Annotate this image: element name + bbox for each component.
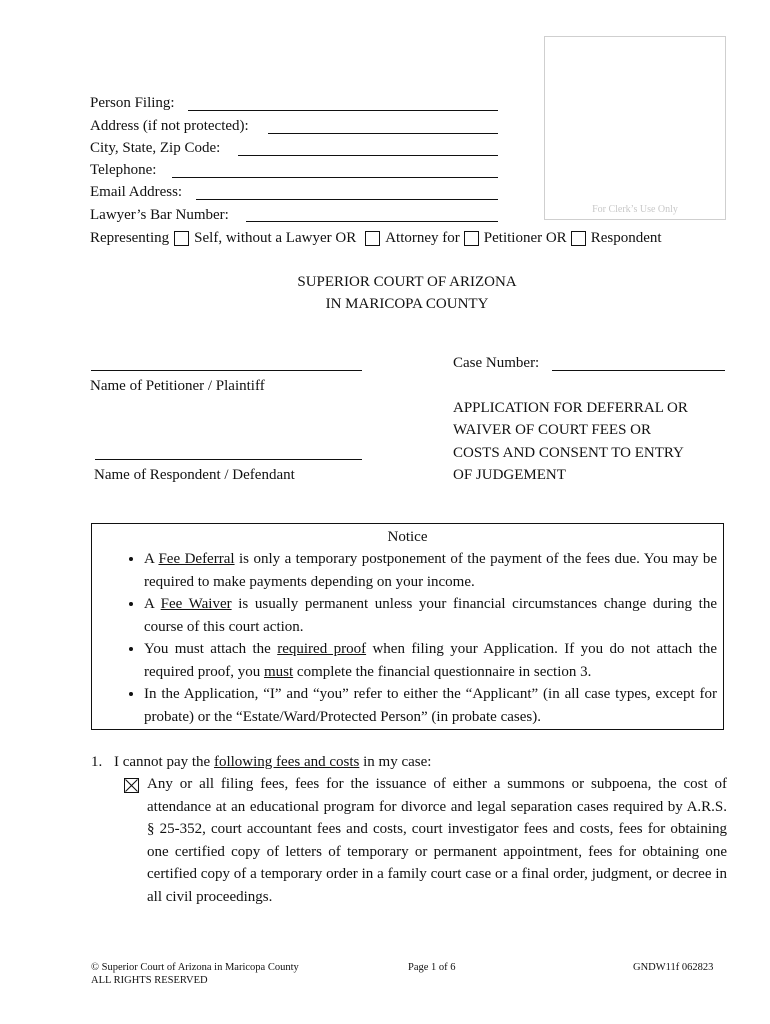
notice-title: Notice	[387, 529, 428, 545]
form-title-line: OF JUDGEMENT	[453, 466, 566, 483]
clerk-use-label: For Clerk’s Use Only	[592, 204, 678, 215]
clerk-use-box	[544, 36, 726, 220]
notice-list	[92, 548, 723, 728]
bar-number-field[interactable]	[246, 221, 498, 222]
form-title	[453, 397, 688, 486]
petitioner-label: Name of Petitioner / Plaintiff	[90, 378, 265, 394]
notice-item-proof: • You must attach the required proof when filing your Application. If you do not attach the required proof, you must complete the financial questionnaire in section 3.	[144, 638, 717, 683]
section-1-number: 1.	[91, 754, 103, 770]
respondent-option-label: Respondent	[590, 230, 662, 246]
fee-deferral-term: Fee Deferral	[158, 551, 235, 567]
address-label: Address (if not protected):	[90, 118, 249, 134]
bar-number-label: Lawyer’s Bar Number:	[90, 207, 229, 223]
form-title-line: APPLICATION FOR DEFERRAL OR	[453, 400, 688, 416]
footer-copyright: © Superior Court of Arizona in Maricopa County ALL RIGHTS RESERVED	[91, 962, 299, 986]
court-name: SUPERIOR COURT OF ARIZONA	[297, 274, 517, 290]
footer-form-id: GNDW11f 062823	[633, 962, 714, 973]
attorney-checkbox[interactable]	[365, 231, 380, 246]
notice-item-deferral: • A Fee Deferral is only a temporary postponement of the payment of the fees due. You may be required to make payments depending on your income.	[144, 548, 717, 593]
self-checkbox[interactable]	[174, 231, 189, 246]
form-title-line: WAIVER OF COURT FEES OR	[453, 422, 652, 439]
filing-fees-checkbox[interactable]	[124, 778, 139, 793]
attorney-for-label: Attorney for	[385, 230, 460, 246]
fees-costs-term: following fees and costs	[213, 754, 360, 770]
petitioner-option-label: Petitioner OR	[483, 230, 567, 246]
notice-box	[91, 523, 724, 730]
case-number-field[interactable]	[552, 370, 725, 371]
form-title-line: COSTS AND CONSENT TO ENTRY	[453, 444, 684, 461]
telephone-field[interactable]	[172, 177, 498, 178]
person-filing-field[interactable]	[188, 110, 498, 111]
representing-row	[90, 227, 662, 249]
case-number-label: Case Number:	[453, 355, 540, 371]
telephone-label: Telephone:	[90, 162, 157, 178]
address-field[interactable]	[268, 133, 498, 134]
filing-fees-item-text: Any or all filing fees, fees for the issuance of either a summons or subpoena, the cost of attendance at an educational program for divorce and legal separation cases required by A.R.S. § 25-352, court accountant fees and costs, court investigator fees and costs, fees for obtaining one certified copy of letters of temporary or permanent appointment, fees for obtaining one certified copy of a temporary order in a family court case or a final order, judgment, or decree in all civil proceedings.	[147, 776, 727, 905]
notice-item-definitions: • In the Application, “I” and “you” refer to either the “Applicant” (in all case types, except for probate) or the “Estate/Ward/Protected Person” (in probate cases).	[144, 683, 717, 728]
must-term: must	[263, 663, 294, 680]
email-label: Email Address:	[90, 184, 183, 200]
footer-page-number: Page 1 of 6	[408, 962, 456, 973]
petitioner-name-field[interactable]	[91, 370, 362, 371]
email-field[interactable]	[196, 199, 498, 200]
section-1-heading: 1. I cannot pay the following fees and costs in my case:	[91, 754, 432, 770]
respondent-checkbox[interactable]	[571, 231, 586, 246]
notice-item-waiver: • A Fee Waiver is usually permanent unless your financial circumstances change during the course of this court action.	[144, 593, 717, 638]
required-proof-term: required proof	[277, 641, 367, 657]
city-state-zip-label: City, State, Zip Code:	[90, 140, 221, 156]
person-filing-label: Person Filing:	[90, 95, 175, 111]
city-state-zip-field[interactable]	[238, 155, 498, 156]
respondent-label: Name of Respondent / Defendant	[94, 467, 295, 483]
footer-rights: ALL RIGHTS RESERVED	[91, 975, 208, 986]
representing-label: Representing	[90, 230, 170, 246]
fee-waiver-term: Fee Waiver	[160, 596, 232, 612]
petitioner-checkbox[interactable]	[464, 231, 479, 246]
self-option-label: Self, without a Lawyer OR	[194, 230, 357, 246]
court-county: IN MARICOPA COUNTY	[325, 296, 489, 312]
respondent-name-field[interactable]	[95, 459, 362, 460]
